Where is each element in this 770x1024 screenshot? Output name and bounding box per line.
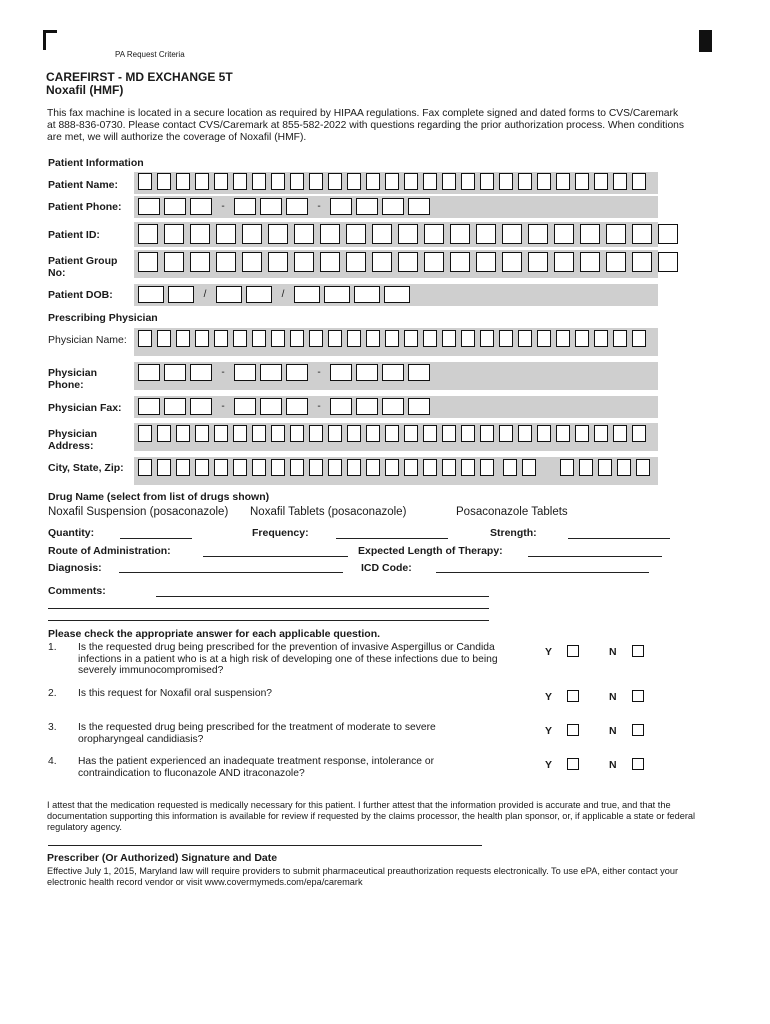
city-boxes[interactable] <box>138 459 494 476</box>
character-box[interactable] <box>528 224 548 244</box>
character-box[interactable] <box>356 198 378 215</box>
character-box[interactable] <box>195 459 209 476</box>
question-3-no-checkbox[interactable] <box>632 724 644 736</box>
character-box[interactable] <box>214 330 228 347</box>
character-box[interactable] <box>554 224 574 244</box>
corner-registration-mark <box>43 30 57 50</box>
character-box[interactable] <box>176 459 190 476</box>
character-box[interactable] <box>290 425 304 442</box>
character-box[interactable] <box>309 330 323 347</box>
physician-name-label: Physician Name: <box>48 334 127 346</box>
character-box[interactable] <box>450 224 470 244</box>
character-box[interactable] <box>260 198 282 215</box>
character-box[interactable] <box>476 252 496 272</box>
character-box[interactable] <box>260 364 282 381</box>
footer-notice: Effective July 1, 2015, Maryland law will require providers to submit pharmaceutical preauthorization requests electronically. To use ePA, either contact your electronic health record vendor or visit www.covermymeds.com/epa/caremark <box>47 866 679 887</box>
icd-code-input[interactable] <box>436 572 649 573</box>
character-box[interactable] <box>138 252 158 272</box>
question-2-no-label: N <box>609 691 617 703</box>
physician-phone-label: Physician Phone: <box>48 367 98 391</box>
character-box[interactable] <box>382 398 404 415</box>
frequency-input[interactable] <box>336 538 448 539</box>
character-box[interactable] <box>537 425 551 442</box>
route-input[interactable] <box>203 556 348 557</box>
character-box[interactable] <box>190 198 212 215</box>
character-box[interactable] <box>522 459 536 476</box>
diagnosis-label: Diagnosis: <box>48 562 102 574</box>
character-box[interactable] <box>480 173 494 190</box>
physician-fax-label: Physician Fax: <box>48 402 122 414</box>
question-1-yes-label: Y <box>545 646 553 658</box>
character-box[interactable] <box>480 330 494 347</box>
character-box[interactable] <box>246 286 272 303</box>
character-box[interactable] <box>164 198 186 215</box>
character-box[interactable] <box>157 173 171 190</box>
character-box[interactable] <box>324 286 350 303</box>
header-label: PA Request Criteria <box>115 50 185 59</box>
character-box[interactable] <box>328 173 342 190</box>
patient-id-label: Patient ID: <box>48 229 100 241</box>
character-box[interactable] <box>346 252 366 272</box>
character-box[interactable] <box>330 364 352 381</box>
city-state-zip-label: City, State, Zip: <box>48 462 124 474</box>
character-box[interactable] <box>632 224 652 244</box>
character-box[interactable] <box>356 398 378 415</box>
character-box[interactable] <box>216 286 242 303</box>
character-box[interactable] <box>290 459 304 476</box>
character-box[interactable] <box>157 459 171 476</box>
character-box[interactable] <box>138 198 160 215</box>
character-box[interactable] <box>632 425 646 442</box>
character-box[interactable] <box>461 173 475 190</box>
character-box[interactable] <box>408 398 430 415</box>
character-box[interactable] <box>372 224 392 244</box>
character-box[interactable] <box>286 398 308 415</box>
character-box[interactable] <box>461 425 475 442</box>
question-1-yes-checkbox[interactable] <box>567 645 579 657</box>
character-box[interactable] <box>423 330 437 347</box>
character-box[interactable] <box>268 252 288 272</box>
character-box[interactable] <box>385 330 399 347</box>
character-box[interactable] <box>366 173 380 190</box>
character-box[interactable] <box>233 173 247 190</box>
character-box[interactable] <box>503 459 517 476</box>
character-box[interactable] <box>632 173 646 190</box>
strength-input[interactable] <box>568 538 670 539</box>
character-box[interactable] <box>442 330 456 347</box>
character-box[interactable] <box>461 459 475 476</box>
character-box[interactable] <box>366 330 380 347</box>
character-box[interactable] <box>290 330 304 347</box>
intro-paragraph: This fax machine is located in a secure location as required by HIPAA regulations. Fax complete signed and dated forms to CVS/Caremark at 888-836-0730. Please contact CVS/Caremark at 855-582-2022 with questions regarding the prior authorization process. When conditions are met, we will authorize the coverage of Noxafil (HMF). <box>47 108 685 143</box>
question-1-number: 1. <box>48 642 57 653</box>
character-box[interactable] <box>606 224 626 244</box>
character-box[interactable] <box>286 198 308 215</box>
physician-address-label: Physician Address: <box>48 428 98 452</box>
character-box[interactable] <box>366 425 380 442</box>
character-box[interactable] <box>309 173 323 190</box>
character-box[interactable] <box>320 252 340 272</box>
question-3-text: Is the requested drug being prescribed for the treatment of moderate to severe oropharyngeal candidiasis? <box>78 722 436 745</box>
character-box[interactable] <box>556 330 570 347</box>
drug-option-posaconazole-tablets[interactable]: Posaconazole Tablets <box>456 506 568 518</box>
character-box[interactable] <box>242 224 262 244</box>
character-box[interactable] <box>216 252 236 272</box>
character-box[interactable] <box>138 459 152 476</box>
character-box[interactable] <box>195 425 209 442</box>
physician-section-title: Prescribing Physician <box>48 312 158 324</box>
character-box[interactable] <box>356 364 378 381</box>
character-box[interactable] <box>330 398 352 415</box>
character-box[interactable] <box>271 330 285 347</box>
route-label: Route of Administration: <box>48 545 171 557</box>
character-box[interactable] <box>252 173 266 190</box>
physician-phone-boxes[interactable] <box>138 364 430 381</box>
character-box[interactable] <box>385 173 399 190</box>
character-box[interactable] <box>347 459 361 476</box>
character-box[interactable] <box>271 425 285 442</box>
separator: - <box>317 400 321 412</box>
character-box[interactable] <box>594 330 608 347</box>
comments-line-3[interactable] <box>48 620 489 621</box>
character-box[interactable] <box>594 425 608 442</box>
patient-section-title: Patient Information <box>48 157 144 169</box>
character-box[interactable] <box>398 224 418 244</box>
character-box[interactable] <box>613 173 627 190</box>
character-box[interactable] <box>408 364 430 381</box>
patient-group-label: Patient Group No: <box>48 255 118 279</box>
character-box[interactable] <box>518 330 532 347</box>
separator: - <box>317 366 321 378</box>
character-box[interactable] <box>404 330 418 347</box>
separator: - <box>221 400 225 412</box>
quantity-input[interactable] <box>120 538 192 539</box>
therapy-length-label: Expected Length of Therapy: <box>358 545 503 557</box>
question-2-number: 2. <box>48 688 57 699</box>
character-box[interactable] <box>328 459 342 476</box>
character-box[interactable] <box>252 425 266 442</box>
physician-name-boxes[interactable] <box>138 330 646 347</box>
character-box[interactable] <box>138 286 164 303</box>
comments-label: Comments: <box>48 585 106 597</box>
character-box[interactable] <box>168 286 194 303</box>
state-boxes[interactable] <box>503 459 536 476</box>
character-box[interactable] <box>233 425 247 442</box>
character-box[interactable] <box>575 425 589 442</box>
character-box[interactable] <box>233 459 247 476</box>
character-box[interactable] <box>575 330 589 347</box>
character-box[interactable] <box>214 425 228 442</box>
character-box[interactable] <box>164 252 184 272</box>
character-box[interactable] <box>138 398 160 415</box>
question-1-no-checkbox[interactable] <box>632 645 644 657</box>
scan-marker-block <box>699 30 712 52</box>
character-box[interactable] <box>658 252 678 272</box>
character-box[interactable] <box>442 173 456 190</box>
character-box[interactable] <box>636 459 650 476</box>
frequency-label: Frequency: <box>252 527 309 539</box>
character-box[interactable] <box>537 173 551 190</box>
character-box[interactable] <box>404 459 418 476</box>
character-box[interactable] <box>366 459 380 476</box>
question-1-no-label: N <box>609 646 617 658</box>
character-box[interactable] <box>271 459 285 476</box>
character-box[interactable] <box>580 224 600 244</box>
character-box[interactable] <box>190 364 212 381</box>
character-box[interactable] <box>260 398 282 415</box>
character-box[interactable] <box>480 459 494 476</box>
physician-address-boxes[interactable] <box>138 425 646 442</box>
question-3-number: 3. <box>48 722 57 733</box>
character-box[interactable] <box>157 425 171 442</box>
drug-title: Noxafil (HMF) <box>46 83 124 97</box>
character-box[interactable] <box>234 198 256 215</box>
character-box[interactable] <box>190 398 212 415</box>
character-box[interactable] <box>632 330 646 347</box>
character-box[interactable] <box>502 252 522 272</box>
character-box[interactable] <box>442 459 456 476</box>
therapy-length-input[interactable] <box>528 556 662 557</box>
character-box[interactable] <box>328 425 342 442</box>
character-box[interactable] <box>499 173 513 190</box>
character-box[interactable] <box>499 425 513 442</box>
character-box[interactable] <box>320 224 340 244</box>
character-box[interactable] <box>195 330 209 347</box>
character-box[interactable] <box>294 252 314 272</box>
question-2-no-checkbox[interactable] <box>632 690 644 702</box>
character-box[interactable] <box>398 252 418 272</box>
character-box[interactable] <box>252 330 266 347</box>
character-box[interactable] <box>408 198 430 215</box>
character-box[interactable] <box>556 425 570 442</box>
question-4-yes-label: Y <box>545 759 553 771</box>
character-box[interactable] <box>176 330 190 347</box>
character-box[interactable] <box>214 173 228 190</box>
character-box[interactable] <box>560 459 574 476</box>
question-1-text: Is the requested drug being prescribed for the prevention of invasive Aspergillus or Candida infections in a patient who is at a high risk of developing one of these infections due to being severely immunocompromised? <box>78 642 498 676</box>
character-box[interactable] <box>157 330 171 347</box>
drug-option-suspension[interactable]: Noxafil Suspension (posaconazole) <box>48 506 229 518</box>
question-2-text: Is this request for Noxafil oral suspension? <box>78 688 273 699</box>
question-4-yes-checkbox[interactable] <box>567 758 579 770</box>
question-2-yes-checkbox[interactable] <box>567 690 579 702</box>
icd-code-label: ICD Code: <box>361 562 412 574</box>
question-3-yes-label: Y <box>545 725 553 737</box>
separator: / <box>203 288 207 300</box>
separator: / <box>281 288 285 300</box>
comments-line-2[interactable] <box>48 608 489 609</box>
question-4-no-label: N <box>609 759 617 771</box>
character-box[interactable] <box>234 364 256 381</box>
character-box[interactable] <box>164 398 186 415</box>
character-box[interactable] <box>382 364 404 381</box>
character-box[interactable] <box>294 286 320 303</box>
patient-phone-label: Patient Phone: <box>48 201 122 213</box>
character-box[interactable] <box>385 459 399 476</box>
character-box[interactable] <box>450 252 470 272</box>
character-box[interactable] <box>268 224 288 244</box>
character-box[interactable] <box>518 173 532 190</box>
character-box[interactable] <box>404 173 418 190</box>
character-box[interactable] <box>528 252 548 272</box>
patient-dob-boxes[interactable] <box>138 286 410 303</box>
character-box[interactable] <box>190 252 210 272</box>
character-box[interactable] <box>617 459 631 476</box>
separator: - <box>221 200 225 212</box>
question-2-yes-label: Y <box>545 691 553 703</box>
character-box[interactable] <box>164 364 186 381</box>
character-box[interactable] <box>271 173 285 190</box>
question-4-text: Has the patient experienced an inadequate treatment response, intolerance or contraindication to fluconazole AND itraconazole? <box>78 756 435 779</box>
separator: - <box>221 366 225 378</box>
character-box[interactable] <box>216 224 236 244</box>
character-box[interactable] <box>476 224 496 244</box>
character-box[interactable] <box>613 330 627 347</box>
character-box[interactable] <box>309 425 323 442</box>
plan-title: CAREFIRST - MD EXCHANGE 5T <box>46 70 233 84</box>
character-box[interactable] <box>606 252 626 272</box>
character-box[interactable] <box>294 224 314 244</box>
character-box[interactable] <box>138 173 152 190</box>
character-box[interactable] <box>423 459 437 476</box>
question-3-yes-checkbox[interactable] <box>567 724 579 736</box>
character-box[interactable] <box>138 425 152 442</box>
character-box[interactable] <box>480 425 494 442</box>
character-box[interactable] <box>328 330 342 347</box>
character-box[interactable] <box>423 173 437 190</box>
drug-option-noxafil-tablets[interactable]: Noxafil Tablets (posaconazole) <box>250 506 407 518</box>
character-box[interactable] <box>164 224 184 244</box>
character-box[interactable] <box>233 330 247 347</box>
character-box[interactable] <box>632 252 652 272</box>
character-box[interactable] <box>424 252 444 272</box>
character-box[interactable] <box>214 459 228 476</box>
character-box[interactable] <box>554 252 574 272</box>
patient-name-label: Patient Name: <box>48 179 119 191</box>
character-box[interactable] <box>556 173 570 190</box>
character-box[interactable] <box>346 224 366 244</box>
patient-group-boxes[interactable] <box>138 252 678 272</box>
character-box[interactable] <box>195 173 209 190</box>
drug-section-title: Drug Name (select from list of drugs shown) <box>48 491 270 503</box>
character-box[interactable] <box>518 425 532 442</box>
character-box[interactable] <box>354 286 380 303</box>
strength-label: Strength: <box>490 527 537 539</box>
character-box[interactable] <box>290 173 304 190</box>
character-box[interactable] <box>575 173 589 190</box>
character-box[interactable] <box>384 286 410 303</box>
comments-line-1[interactable] <box>156 596 489 597</box>
patient-id-boxes[interactable] <box>138 224 678 244</box>
character-box[interactable] <box>461 330 475 347</box>
patient-name-boxes[interactable] <box>138 173 646 190</box>
character-box[interactable] <box>404 425 418 442</box>
physician-fax-boxes[interactable] <box>138 398 430 415</box>
character-box[interactable] <box>613 425 627 442</box>
character-box[interactable] <box>385 425 399 442</box>
character-box[interactable] <box>372 252 392 272</box>
zip-boxes[interactable] <box>560 459 650 476</box>
character-box[interactable] <box>138 224 158 244</box>
character-box[interactable] <box>579 459 593 476</box>
character-box[interactable] <box>594 173 608 190</box>
character-box[interactable] <box>598 459 612 476</box>
character-box[interactable] <box>424 224 444 244</box>
patient-phone-boxes[interactable] <box>138 198 430 215</box>
character-box[interactable] <box>499 330 513 347</box>
character-box[interactable] <box>537 330 551 347</box>
character-box[interactable] <box>442 425 456 442</box>
character-box[interactable] <box>658 224 678 244</box>
signature-label: Prescriber (Or Authorized) Signature and Date <box>47 852 278 864</box>
character-box[interactable] <box>286 364 308 381</box>
diagnosis-input[interactable] <box>119 572 343 573</box>
character-box[interactable] <box>309 459 323 476</box>
character-box[interactable] <box>347 425 361 442</box>
character-box[interactable] <box>176 173 190 190</box>
questions-heading: Please check the appropriate answer for each applicable question. <box>48 628 381 640</box>
character-box[interactable] <box>580 252 600 272</box>
quantity-label: Quantity: <box>48 527 95 539</box>
character-box[interactable] <box>190 224 210 244</box>
character-box[interactable] <box>347 330 361 347</box>
question-4-number: 4. <box>48 756 57 767</box>
character-box[interactable] <box>347 173 361 190</box>
character-box[interactable] <box>502 224 522 244</box>
signature-line[interactable] <box>48 845 482 846</box>
question-4-no-checkbox[interactable] <box>632 758 644 770</box>
character-box[interactable] <box>138 330 152 347</box>
character-box[interactable] <box>252 459 266 476</box>
patient-dob-label: Patient DOB: <box>48 289 113 301</box>
character-box[interactable] <box>176 425 190 442</box>
character-box[interactable] <box>330 198 352 215</box>
separator: - <box>317 200 321 212</box>
character-box[interactable] <box>382 198 404 215</box>
character-box[interactable] <box>242 252 262 272</box>
attestation-text: I attest that the medication requested is medically necessary for this patient. I further attest that the information provided is accurate and true, and that the documentation supporting this information is available for review if requested by the claims processor, the health plan sponsor, or, if applicable a state or federal regulatory agency. <box>47 800 696 832</box>
character-box[interactable] <box>234 398 256 415</box>
character-box[interactable] <box>138 364 160 381</box>
question-3-no-label: N <box>609 725 617 737</box>
character-box[interactable] <box>423 425 437 442</box>
